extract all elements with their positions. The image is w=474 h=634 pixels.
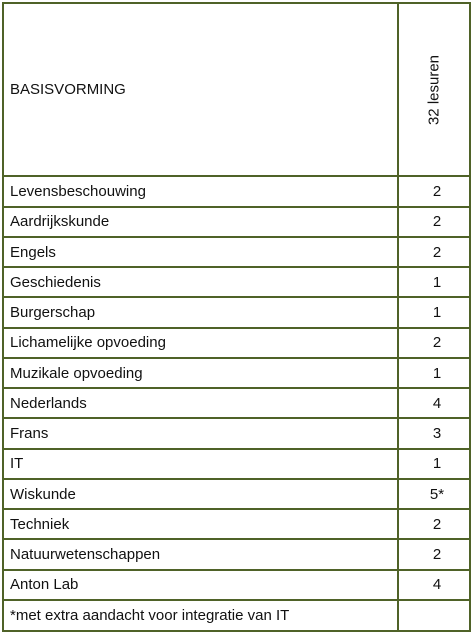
subject-cell: Burgerschap — [4, 297, 398, 327]
footnote-row — [4, 600, 469, 630]
subject-cell: Wiskunde — [4, 479, 398, 509]
subject-cell: Frans — [4, 418, 398, 448]
subject-cell: Levensbeschouwing — [4, 176, 398, 206]
table-row — [4, 539, 469, 569]
table-row — [4, 388, 469, 418]
hours-cell: 1 — [398, 358, 469, 388]
table-row — [4, 328, 469, 358]
table-header-row — [4, 4, 469, 176]
table-row — [4, 509, 469, 539]
hours-cell: 4 — [398, 388, 469, 418]
subject-cell: Engels — [4, 237, 398, 267]
table-title: BASISVORMING — [4, 4, 398, 176]
table-row — [4, 297, 469, 327]
subject-cell: Muzikale opvoeding — [4, 358, 398, 388]
hours-cell: 1 — [398, 267, 469, 297]
subject-cell: Natuurwetenschappen — [4, 539, 398, 569]
hours-total-label: 32 lesuren — [425, 54, 443, 125]
table-row — [4, 449, 469, 479]
hours-cell: 2 — [398, 539, 469, 569]
curriculum-table-frame — [2, 2, 471, 632]
hours-cell: 1 — [398, 449, 469, 479]
subject-cell: Anton Lab — [4, 570, 398, 600]
hours-cell: 2 — [398, 207, 469, 237]
subject-cell: Nederlands — [4, 388, 398, 418]
table-row — [4, 570, 469, 600]
footnote-text: *met extra aandacht voor integratie van IT — [4, 600, 398, 630]
subject-cell: Techniek — [4, 509, 398, 539]
hours-cell: 1 — [398, 297, 469, 327]
subject-cell: Geschiedenis — [4, 267, 398, 297]
subject-cell: IT — [4, 449, 398, 479]
hours-cell: 4 — [398, 570, 469, 600]
hours-cell: 2 — [398, 176, 469, 206]
subject-cell: Aardrijkskunde — [4, 207, 398, 237]
table-row — [4, 358, 469, 388]
subject-cell: Lichamelijke opvoeding — [4, 328, 398, 358]
hours-cell: 2 — [398, 509, 469, 539]
hours-cell: 2 — [398, 237, 469, 267]
table-row — [4, 267, 469, 297]
table-row — [4, 176, 469, 206]
hours-cell: 5* — [398, 479, 469, 509]
table-row — [4, 237, 469, 267]
footnote-empty-cell — [398, 600, 469, 630]
hours-cell: 3 — [398, 418, 469, 448]
hours-header-cell — [398, 4, 469, 176]
table-row — [4, 418, 469, 448]
curriculum-table — [4, 4, 469, 630]
table-row — [4, 479, 469, 509]
table-row — [4, 207, 469, 237]
hours-cell: 2 — [398, 328, 469, 358]
